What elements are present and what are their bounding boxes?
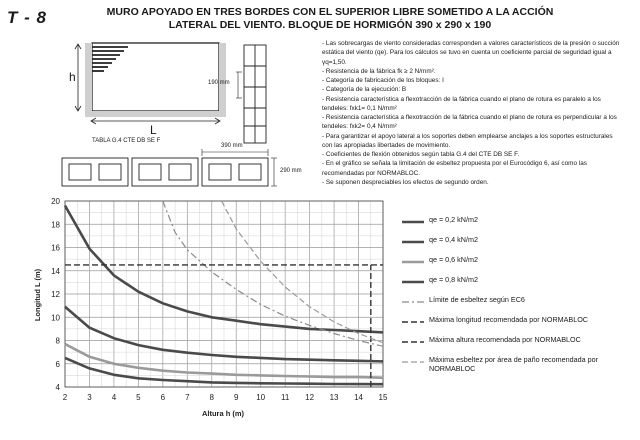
x-tick-label: 15 [378,393,388,402]
legend-swatch [402,319,424,325]
y-tick-label: 4 [55,383,60,392]
title-line-1: MURO APOYADO EN TRES BORDES CON EL SUPERIOR LIBRE SOMETIDO A LA ACCIÓN [106,6,554,18]
legend-swatch [402,299,424,305]
legend-label: qe = 0,8 kN/m2 [429,275,478,284]
y-tick-label: 10 [51,313,60,323]
legend-item [402,273,637,293]
x-tick-label: 2 [62,393,68,402]
legend-item [402,293,637,313]
legend-label: qe = 0,6 kN/m2 [429,255,478,264]
x-tick-label: 9 [234,393,239,402]
x-tick-label: 8 [209,393,214,402]
note-item: - Se suponen despreciables los efectos de segundo orden. [322,178,489,186]
y-tick-label: 18 [51,220,60,230]
legend-swatch [402,219,424,225]
y-tick-label: 6 [55,359,60,369]
y-tick-label: 8 [55,336,60,346]
legend-label: qe = 0,4 kN/m2 [429,235,478,244]
legend-label: Límite de esbeltez según EC6 [429,295,525,304]
x-tick-label: 3 [87,393,92,402]
note-item: - Para garantizar el apoyo lateral a los soportes deben emplearse anclajes a los soportes estructurales con las apropiadas libertades de movimiento. [322,132,613,149]
note-item: - Resistencia característica a flexotracción de la fábrica cuando el plano de rotura es paralelo a los tendeles: fxk1= 0,1 N/mm² [322,95,601,112]
y-tick-label: 20 [51,197,60,206]
legend-swatch [402,339,424,345]
note-item: - Resistencia de la fábrica fk ≥ 2 N/mm². [322,67,436,75]
legend-label: Máxima longitud recomendada por NORMABLOC [429,315,588,324]
legend-swatch [402,279,424,285]
note-item: - Resistencia característica a flexotracción de la fábrica cuando el plano de rotura es perpendicular a los tendeles: fxk2= 0,4 N/mm² [322,114,617,131]
legend-item [402,213,637,233]
x-axis-title: Altura h (m) [201,409,245,418]
x-tick-label: 6 [160,393,166,402]
x-tick-label: 10 [256,393,266,402]
sheet-code: T - 8 [7,8,47,27]
legend-label: qe = 0,2 kN/m2 [429,215,478,224]
x-tick-label: 12 [305,393,315,402]
note-item: - En el gráfico se señala la limitación de esbeltez propuesta por el Eurocódigo 6, así como las recomendadas por NORMABLOC. [322,160,588,177]
dim-390mm: 390 mm [221,143,243,149]
x-tick-label: 4 [111,393,117,402]
legend-item [402,233,637,253]
legend-swatch [402,359,424,365]
legend-item [402,353,637,373]
note-item: - Categoría de fabricación de los bloques: I [322,77,444,84]
note-item: - Coeficientes de flexión obtenidos según tabla G.4 del CTE DB SE F. [322,151,520,158]
legend-item [402,333,637,353]
x-tick-label: 14 [354,393,363,402]
x-tick-label: 11 [280,393,290,402]
legend-label: Máxima altura recomendada por NORMABLOC [429,335,581,344]
y-tick-label: 12 [51,290,60,299]
table-caption: TABLA G.4 CTE DB SE F [92,138,161,144]
legend-label: Máxima esbeltez por área de paño recomendada por NORMABLOC [429,355,599,373]
y-tick-label: 14 [51,266,60,276]
chart-legend [402,213,637,373]
legend-swatch [402,239,424,245]
note-item: - Las sobrecargas de viento consideradas corresponden a valores característicos de la presión o succión estática del viento (qe). Para los cálculos se tuvo en cuenta un coeficiente parcial de seguridad igual a γq=1,50. [322,40,620,66]
x-tick-label: 5 [136,393,141,402]
dim-190mm: 190 mm [208,80,230,86]
dim-290mm: 290 mm [280,168,302,174]
height-label: h [69,70,76,84]
legend-swatch [402,259,424,265]
x-tick-label: 13 [329,393,339,402]
y-tick-label: 16 [51,243,60,253]
x-tick-label: 7 [185,393,190,402]
length-label: L [150,123,157,137]
note-item: - Categoría de la ejecución: B [322,86,407,94]
title-line-2: LATERAL DEL VIENTO. BLOQUE DE HORMIGÓN 390 x 290 x 190 [168,19,492,31]
legend-item [402,313,637,333]
y-axis-title: Longitud L (m) [33,268,42,322]
legend-item [402,253,637,273]
